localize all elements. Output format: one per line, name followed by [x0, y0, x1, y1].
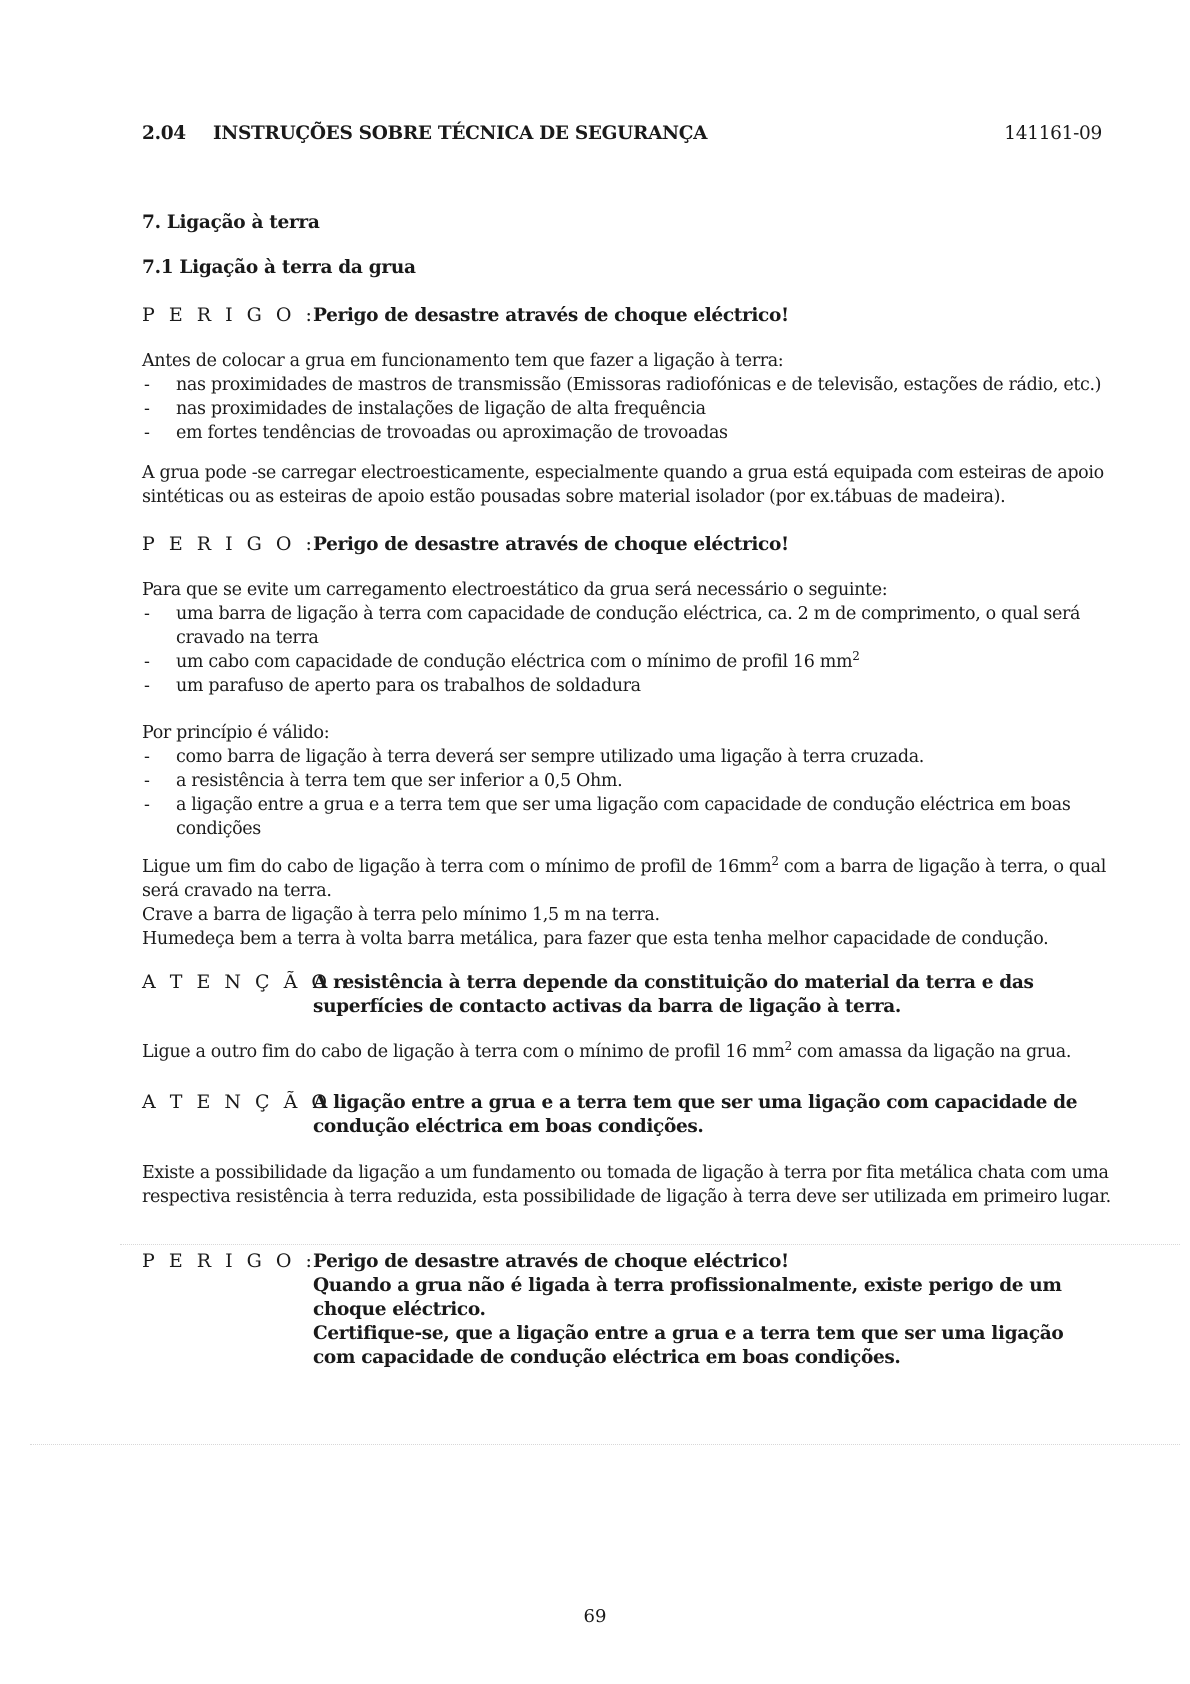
divider — [120, 1244, 1180, 1245]
list-item: - uma barra de ligação à terra com capacidade de condução eléctrica, ca. 2 m de comprimento, o qual será cravado na terra — [142, 602, 1127, 650]
warning-label: P E R I G O : — [142, 304, 316, 326]
superscript: 2 — [784, 1039, 792, 1053]
header-section-number: 2.04 — [142, 123, 186, 144]
superscript: 2 — [852, 649, 860, 663]
paragraph-electrostatic: A grua pode -se carregar electroesticamente, especialmente quando a grua está equipada com esteiras de apoio sintéticas ou as esteiras de apoio estão pousadas sobre material isolador (por ex.tábuas de madeira). — [142, 463, 1104, 507]
list-item: - como barra de ligação à terra deverá ser sempre utilizado uma ligação à terra cruzada. — [142, 745, 1127, 769]
instruction-text: Ligue um fim do cabo de ligação à terra com o mínimo de profil de 16mm — [142, 857, 772, 877]
list-item: - nas proximidades de mastros de transmissão (Emissoras radiofónicas e de televisão, estações de rádio, etc.) — [142, 373, 1127, 397]
instruction-line: Crave a barra de ligação à terra pelo mínimo 1,5 m na terra. — [142, 905, 660, 925]
warning-line: Certifique-se, que a ligação entre a grua e a terra tem que ser uma ligação com capacidade de condução eléctrica em boas condições. — [313, 1323, 1064, 1368]
paragraph-intro: Por princípio é válido: — [142, 723, 330, 743]
bullet-list — [142, 745, 1127, 841]
list-item-text: um cabo com capacidade de condução eléctrica com o mínimo de profil 16 mm — [176, 652, 853, 672]
bullet-list — [142, 602, 1127, 698]
heading-7-1: 7.1 Ligação à terra da grua — [142, 257, 416, 278]
divider — [30, 1444, 1180, 1445]
paragraph-intro: Para que se evite um carregamento electroestático da grua será necessário o seguinte: — [142, 580, 888, 600]
paragraph-intro: Antes de colocar a grua em funcionamento tem que fazer a ligação à terra: — [142, 351, 784, 371]
warning-label: P E R I G O : — [142, 1250, 316, 1272]
attention-label: A T E N Ç Ã O : — [142, 1091, 352, 1113]
paragraph-connect-instructions — [142, 855, 1127, 951]
attention-text: A ligação entre a grua e a terra tem que ser uma ligação com capacidade de condução eléctrica em boas condições. — [313, 1092, 1078, 1137]
bullet-list — [142, 373, 1127, 445]
warning-block — [313, 1250, 1108, 1370]
attention-label: A T E N Ç Ã O : — [142, 971, 352, 993]
list-item — [142, 650, 1127, 674]
list-item: - a resistência à terra tem que ser inferior a 0,5 Ohm. — [142, 769, 1127, 793]
list-item: - um parafuso de aperto para os trabalhos de soldadura — [142, 674, 1127, 698]
instruction-text: com a barra de ligação à terra, o qual será cravado na terra. — [142, 857, 1107, 901]
paragraph-text: com amassa da ligação na grua. — [791, 1042, 1072, 1062]
header-doc-number: 141161-09 — [1004, 123, 1102, 144]
paragraph-foundation-earthing: Existe a possibilidade da ligação a um fundamento ou tomada de ligação à terra por fita metálica chata com uma respectiva resistência à terra reduzida, esta possibilidade de ligação à terra deve ser utilizada em primeiro lugar. — [142, 1163, 1111, 1207]
warning-text: Perigo de desastre através de choque eléctrico! — [313, 534, 789, 555]
paragraph-other-end — [142, 1040, 1127, 1064]
warning-line: Quando a grua não é ligada à terra profissionalmente, existe perigo de um choque eléctrico. — [313, 1275, 1062, 1320]
paragraph-requirements — [142, 578, 1127, 698]
list-item: - a ligação entre a grua e a terra tem que ser uma ligação com capacidade de condução eléctrica em boas condições — [142, 793, 1127, 841]
instruction-line: Humedeça bem a terra à volta barra metálica, para fazer que esta tenha melhor capacidade de condução. — [142, 929, 1049, 949]
warning-line: Perigo de desastre através de choque eléctrico! — [313, 1251, 789, 1272]
heading-7: 7. Ligação à terra — [142, 212, 320, 233]
superscript: 2 — [771, 854, 779, 868]
paragraph-operation-conditions — [142, 349, 1127, 445]
attention-text: A resistência à terra depende da constituição do material da terra e das superfícies de contacto activas da barra de ligação à terra. — [313, 972, 1034, 1017]
header-section-title: INSTRUÇÕES SOBRE TÉCNICA DE SEGURANÇA — [213, 123, 708, 144]
instruction-line — [142, 855, 1127, 903]
warning-label: P E R I G O : — [142, 533, 316, 555]
warning-text: Perigo de desastre através de choque eléctrico! — [313, 305, 789, 326]
page-number: 69 — [583, 1606, 607, 1627]
paragraph-principles — [142, 721, 1127, 841]
paragraph-text: Ligue a outro fim do cabo de ligação à terra com o mínimo de profil 16 mm — [142, 1042, 785, 1062]
list-item: - em fortes tendências de trovoadas ou aproximação de trovoadas — [142, 421, 1127, 445]
list-item: - nas proximidades de instalações de ligação de alta frequência — [142, 397, 1127, 421]
